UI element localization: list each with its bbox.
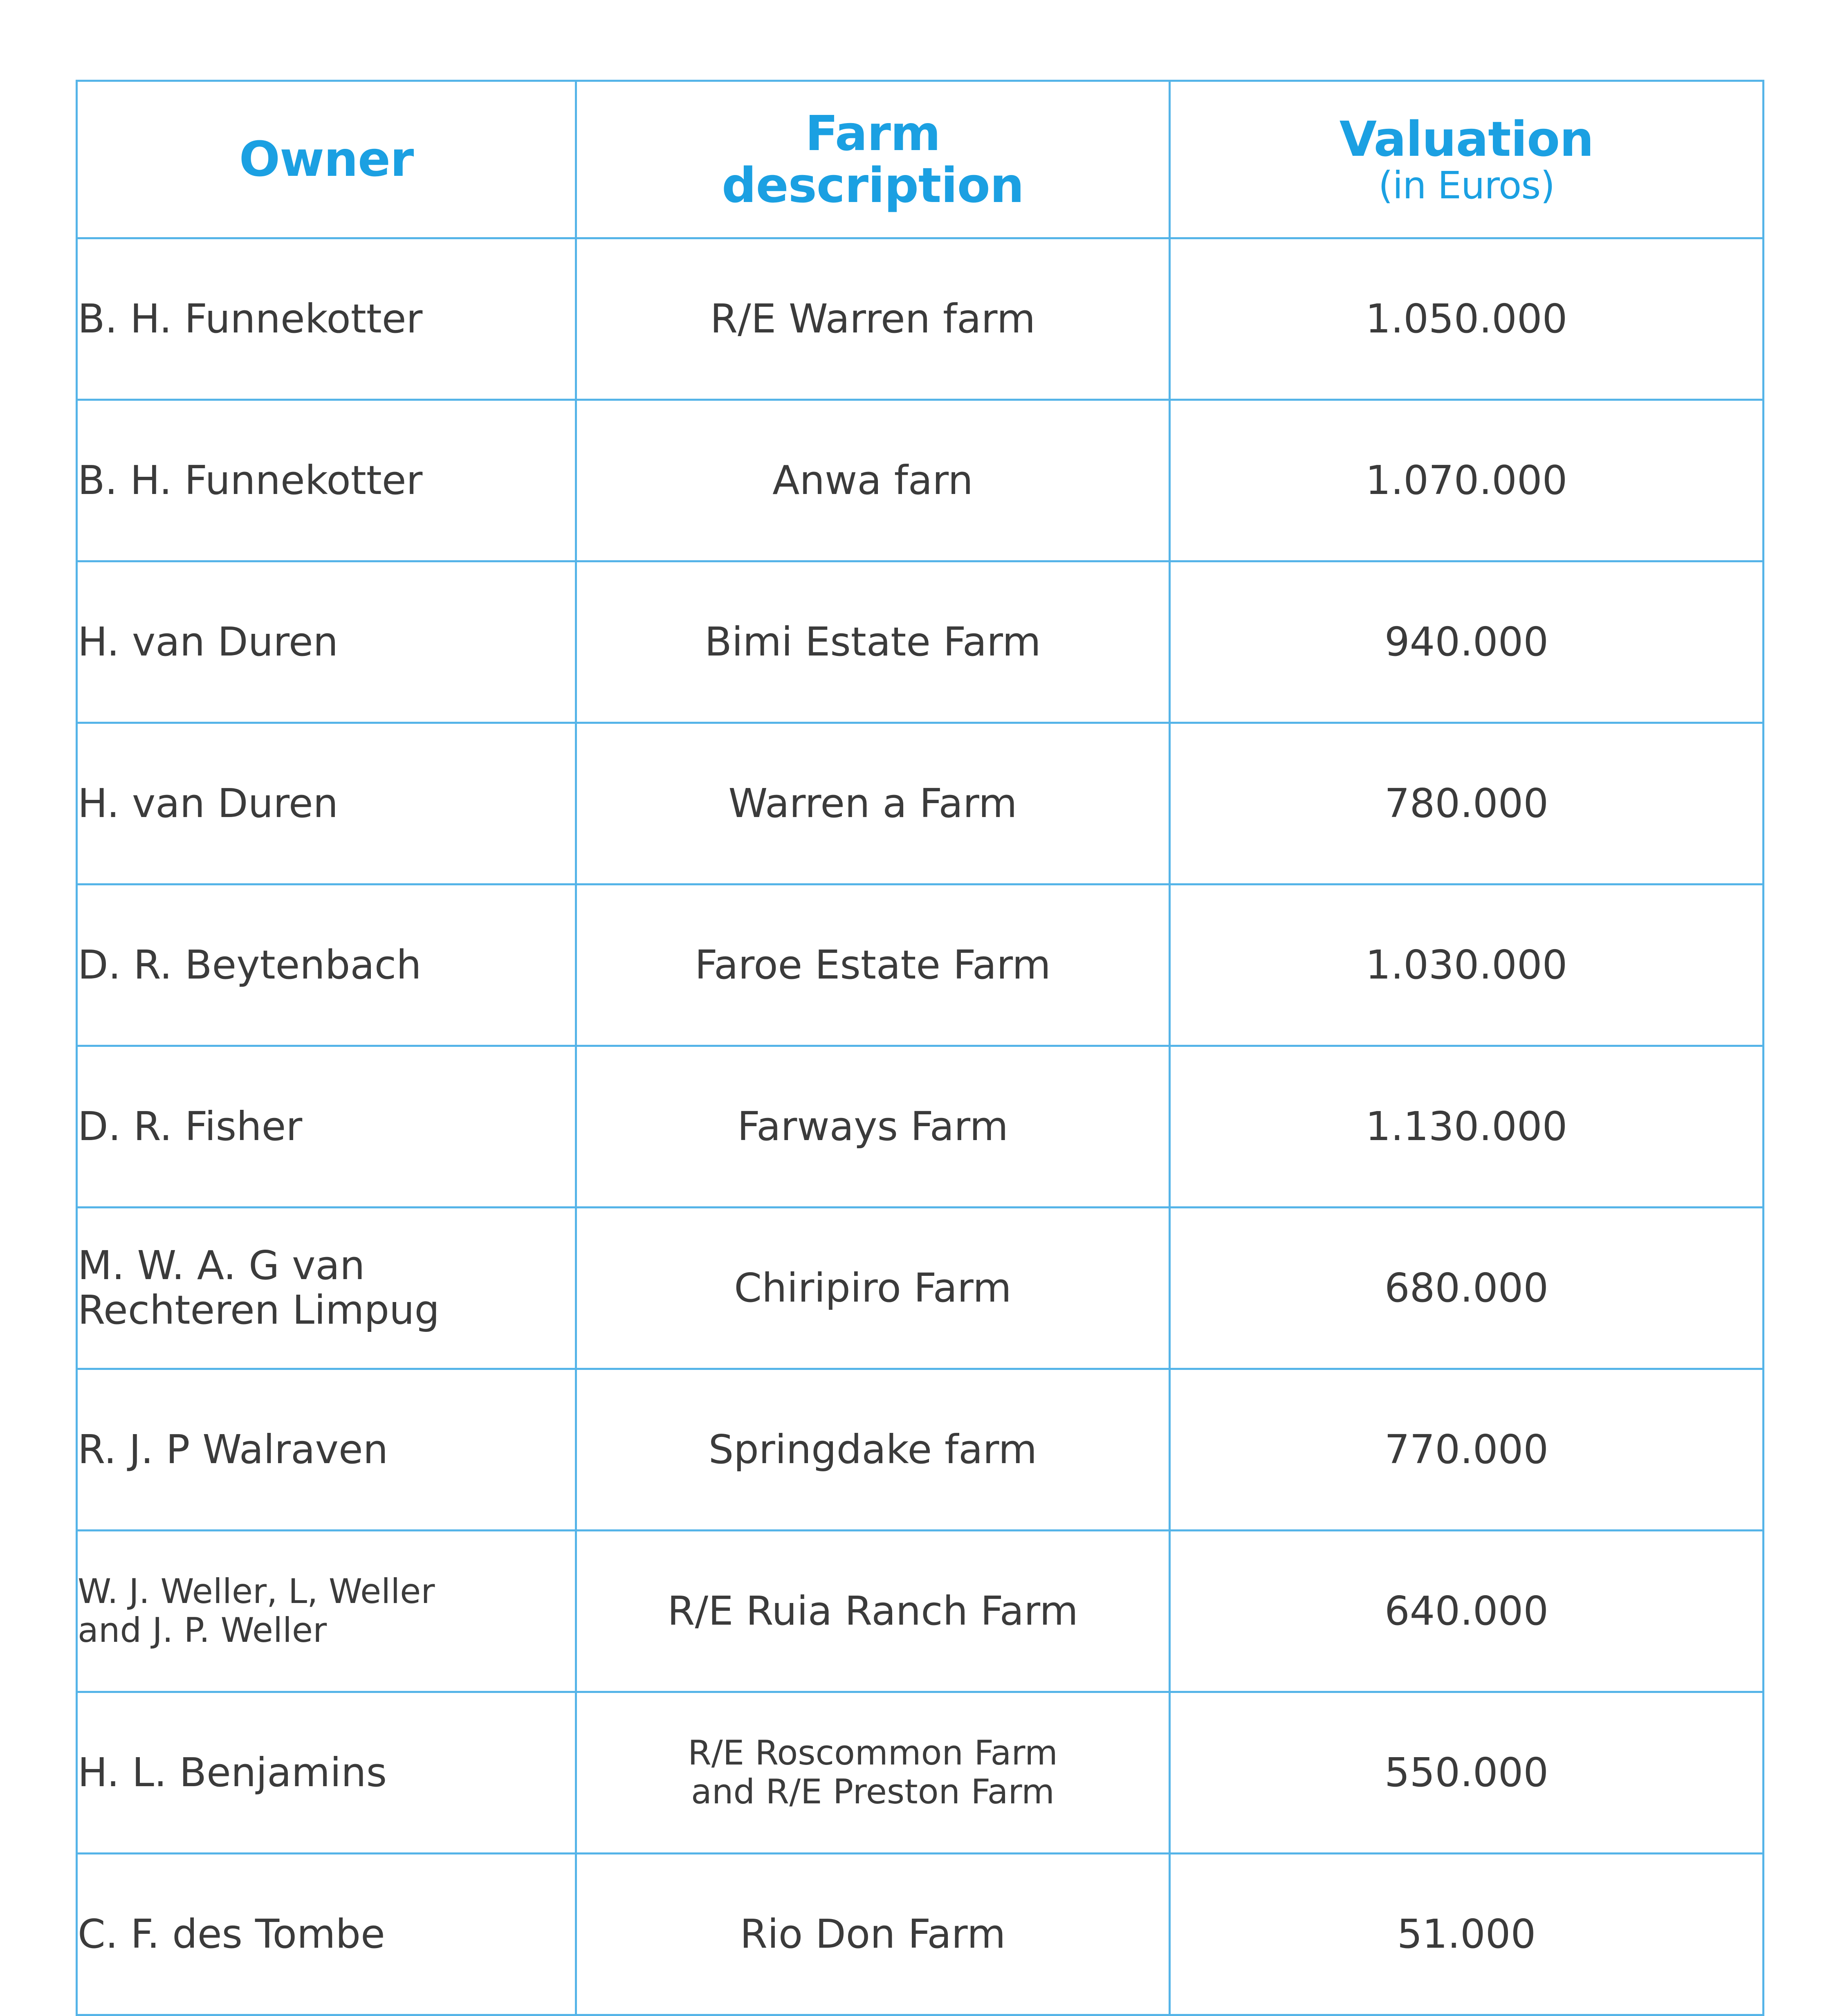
- owner-line1: H. L. Benjamins: [78, 1749, 387, 1796]
- table-row: [77, 723, 1764, 885]
- cell-farm-description: [576, 561, 1170, 723]
- cell-valuation: 1.130.000: [1170, 1046, 1764, 1208]
- table-row: [77, 1208, 1764, 1369]
- owner-line1: M. W. A. G van: [78, 1242, 365, 1289]
- cell-owner: [77, 238, 576, 400]
- cell-valuation: 640.000: [1170, 1531, 1764, 1692]
- table-row: [77, 1046, 1764, 1208]
- description-line1: Springdake farm: [708, 1426, 1037, 1473]
- cell-valuation: 1.050.000: [1170, 238, 1764, 400]
- column-header-valuation-main: Valuation: [1339, 110, 1594, 167]
- column-header-valuation: [1170, 81, 1764, 238]
- column-header-farm-description: [576, 81, 1170, 238]
- cell-valuation: 940.000: [1170, 561, 1764, 723]
- owner-line2: Rechteren Limpug: [78, 1287, 440, 1333]
- description-line1: Farways Farm: [737, 1103, 1008, 1149]
- cell-owner: [77, 400, 576, 561]
- table-row: [77, 1369, 1764, 1531]
- cell-owner: [77, 723, 576, 885]
- description-line1: R/E Roscommon Farm: [688, 1733, 1058, 1773]
- cell-farm-description: [576, 1046, 1170, 1208]
- cell-owner: [77, 885, 576, 1046]
- cell-valuation: 1.030.000: [1170, 885, 1764, 1046]
- cell-farm-description: [576, 238, 1170, 400]
- owner-line1: D. R. Fisher: [78, 1103, 303, 1149]
- cell-valuation: 51.000: [1170, 1854, 1764, 2015]
- table-row: [77, 1531, 1764, 1692]
- table-body: [77, 238, 1764, 2015]
- description-line1: R/E Ruia Ranch Farm: [667, 1587, 1078, 1634]
- cell-farm-description: [576, 400, 1170, 561]
- description-line2: and R/E Preston Farm: [691, 1772, 1055, 1812]
- owner-line1: W. J. Weller, L, Weller: [78, 1571, 435, 1612]
- table-row: [77, 561, 1764, 723]
- farm-valuation-table: [76, 80, 1764, 2016]
- description-line1: Anwa farn: [772, 457, 973, 503]
- column-header-farm-description-line2: description: [722, 157, 1024, 213]
- owner-line2: and J. P. Weller: [78, 1610, 327, 1650]
- owner-line1: B. H. Funnekotter: [78, 295, 423, 342]
- owner-line1: R. J. P Walraven: [78, 1426, 388, 1473]
- owner-line1: H. van Duren: [78, 618, 339, 665]
- owner-line1: B. H. Funnekotter: [78, 457, 423, 503]
- cell-owner: [77, 1208, 576, 1369]
- cell-valuation: 780.000: [1170, 723, 1764, 885]
- description-line1: Faroe Estate Farm: [695, 941, 1051, 988]
- table-row: [77, 400, 1764, 561]
- description-line1: Chiripiro Farm: [734, 1264, 1012, 1311]
- cell-farm-description: [576, 1531, 1170, 1692]
- owner-line1: D. R. Beytenbach: [78, 941, 422, 988]
- cell-owner: [77, 1046, 576, 1208]
- cell-owner: [77, 1692, 576, 1854]
- description-line1: Bimi Estate Farm: [705, 618, 1041, 665]
- description-line1: R/E Warren farm: [710, 295, 1036, 342]
- owner-line1: H. van Duren: [78, 780, 339, 826]
- cell-owner: [77, 1854, 576, 2015]
- cell-farm-description: [576, 1208, 1170, 1369]
- table-row: [77, 1692, 1764, 1854]
- cell-farm-description: [576, 1692, 1170, 1854]
- cell-farm-description: [576, 1369, 1170, 1531]
- header-row: [77, 81, 1764, 238]
- cell-valuation: 770.000: [1170, 1369, 1764, 1531]
- description-line1: Rio Don Farm: [740, 1910, 1006, 1957]
- cell-owner: [77, 561, 576, 723]
- column-header-valuation-sub: (in Euros): [1378, 164, 1555, 208]
- cell-owner: [77, 1531, 576, 1692]
- cell-farm-description: [576, 885, 1170, 1046]
- table-row: [77, 885, 1764, 1046]
- cell-valuation: 550.000: [1170, 1692, 1764, 1854]
- cell-farm-description: [576, 723, 1170, 885]
- column-header-farm-description-line1: Farm: [805, 105, 940, 162]
- cell-owner: [77, 1369, 576, 1531]
- owner-line1: C. F. des Tombe: [78, 1910, 385, 1957]
- cell-valuation: 1.070.000: [1170, 400, 1764, 561]
- table-header: [77, 81, 1764, 238]
- table-row: [77, 1854, 1764, 2015]
- cell-farm-description: [576, 1854, 1170, 2015]
- table-row: [77, 238, 1764, 400]
- description-line1: Warren a Farm: [728, 780, 1017, 826]
- column-header-owner: Owner: [77, 81, 576, 238]
- cell-valuation: 680.000: [1170, 1208, 1764, 1369]
